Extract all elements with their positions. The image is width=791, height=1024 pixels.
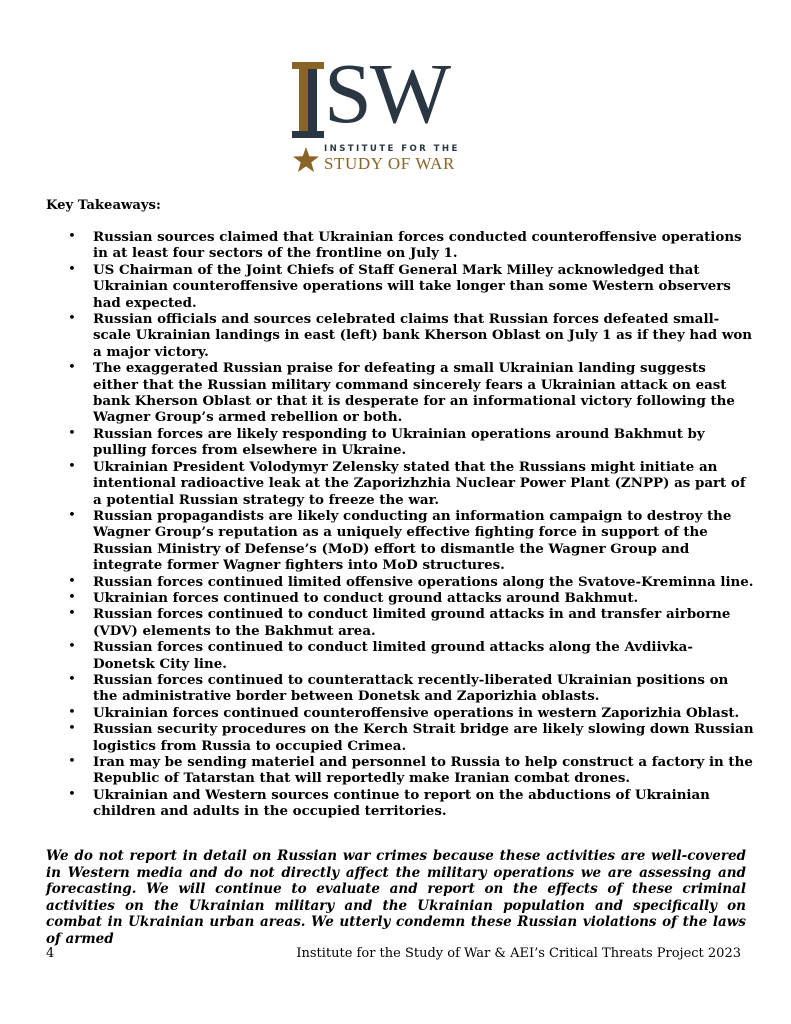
- list-item-text: The exaggerated Russian praise for defeating a small Ukrainian landing suggests either that the Russian military command sincerely fears a Ukrainian attack on east bank Kherson Oblast or that it is desperate for an informational victory following the Wagner Group’s armed rebellion or both.: [93, 360, 735, 426]
- logo-line2: STUDY OF WAR: [324, 154, 455, 173]
- list-item: [64, 229, 754, 262]
- takeaways-list: [64, 229, 754, 820]
- section-heading: Key Takeaways:: [46, 198, 161, 213]
- list-item: [64, 606, 754, 639]
- list-item: [64, 787, 754, 820]
- list-item-text: US Chairman of the Joint Chiefs of Staff General Mark Milley acknowledged that Ukrainian counteroffensive operations will take longer than some Western observers had expected.: [93, 261, 731, 311]
- bullet-icon: •: [68, 671, 76, 687]
- bullet-icon: •: [68, 261, 76, 277]
- list-item-text: Russian forces continued limited offensive operations along the Svatove-Kreminna line.: [93, 573, 754, 590]
- logo-acronym: SW: [324, 45, 449, 141]
- list-item-text: Russian sources claimed that Ukrainian forces conducted counteroffensive operations in at least four sectors of the frontline on July 1.: [93, 229, 742, 262]
- bullet-icon: •: [68, 606, 76, 622]
- bullet-icon: •: [68, 425, 76, 441]
- bullet-icon: •: [68, 786, 76, 802]
- list-item-text: Ukrainian forces continued to conduct ground attacks around Bakhmut.: [93, 589, 639, 606]
- list-item: [64, 590, 754, 606]
- list-item: [64, 360, 754, 426]
- bullet-icon: •: [68, 311, 76, 327]
- list-item-text: Russian forces continued to conduct limited ground attacks along the Avdiivka-Donetsk City line.: [93, 639, 693, 672]
- list-item: [64, 574, 754, 590]
- star-icon: [292, 146, 320, 174]
- list-item: [64, 262, 754, 311]
- footer-organization: Institute for the Study of War & AEI’s Critical Threats Project 2023: [296, 946, 741, 961]
- bullet-icon: •: [68, 458, 76, 474]
- bullet-icon: •: [68, 507, 76, 523]
- logo-line1: INSTITUTE FOR THE: [324, 144, 460, 154]
- list-item: [64, 508, 754, 574]
- list-item-text: Russian security procedures on the Kerch Strait bridge are likely slowing down Russian logistics from Russia to occupied Crimea.: [93, 721, 754, 754]
- list-item: [64, 721, 754, 754]
- pillar-icon: [292, 62, 324, 138]
- isw-logo: [284, 45, 499, 174]
- bullet-icon: •: [68, 754, 76, 769]
- bullet-icon: •: [68, 573, 76, 589]
- list-item-text: Russian propagandists are likely conducting an information campaign to destroy the Wagner Group’s reputation as a uniquely effective fighting force in support of the Russian Ministry of Defense’s (MoD) effort to dismantle the Wagner Group and integrate former Wagner fighters into MoD structures.: [93, 507, 732, 574]
- bullet-icon: •: [68, 704, 76, 720]
- list-item: [64, 426, 754, 459]
- list-item-text: Ukrainian and Western sources continue to report on the abductions of Ukrainian children and adults in the occupied territories.: [93, 786, 710, 820]
- page-number: 4: [46, 946, 55, 961]
- list-item-text: Iran may be sending materiel and personnel to Russia to help construct a factory in the Republic of Tatarstan that will reportedly make Iranian combat drones.: [93, 754, 753, 787]
- list-item: [64, 459, 754, 508]
- list-item-text: Russian forces continued to counterattack recently-liberated Ukrainian positions on the administrative border between Donetsk and Zaporizhia oblasts.: [93, 671, 729, 705]
- list-item: [64, 311, 754, 360]
- list-item: [64, 672, 754, 705]
- war-crimes-note: We do not report in detail on Russian war crimes because these activities are well-covered in Western media and do not directly affect the military operations we are assessing and forecasting. We will continue to evaluate and report on the effects of these criminal activities on the Ukrainian military and the Ukrainian population and specifically on combat in Ukrainian urban areas. We utterly condemn these Russian violations of the laws of armed: [46, 848, 746, 947]
- bullet-icon: •: [68, 721, 76, 737]
- list-item: [64, 754, 754, 787]
- list-item-text: Russian forces are likely responding to Ukrainian operations around Bakhmut by pulling forces from elsewhere in Ukraine.: [93, 425, 705, 459]
- list-item: [64, 705, 754, 721]
- bullet-icon: •: [68, 639, 76, 655]
- list-item-text: Ukrainian forces continued counteroffensive operations in western Zaporizhia Oblast.: [93, 704, 740, 721]
- bullet-icon: •: [68, 589, 76, 605]
- list-item-text: Ukrainian President Volodymyr Zelensky stated that the Russians might initiate an intentional radioactive leak at the Zaporizhzhia Nuclear Power Plant (ZNPP) as part of a potential Russian strategy to freeze the war.: [93, 458, 746, 508]
- bullet-icon: •: [68, 360, 76, 376]
- list-item-text: Russian forces continued to conduct limited ground attacks in and transfer airborne (VDV) elements to the Bakhmut area.: [93, 606, 731, 639]
- list-item: [64, 639, 754, 672]
- list-item-text: Russian officials and sources celebrated claims that Russian forces defeated small-scale Ukrainian landings in east (left) bank Kherson Oblast on July 1 as if they had won a major victory.: [93, 311, 753, 360]
- bullet-icon: •: [68, 229, 76, 244]
